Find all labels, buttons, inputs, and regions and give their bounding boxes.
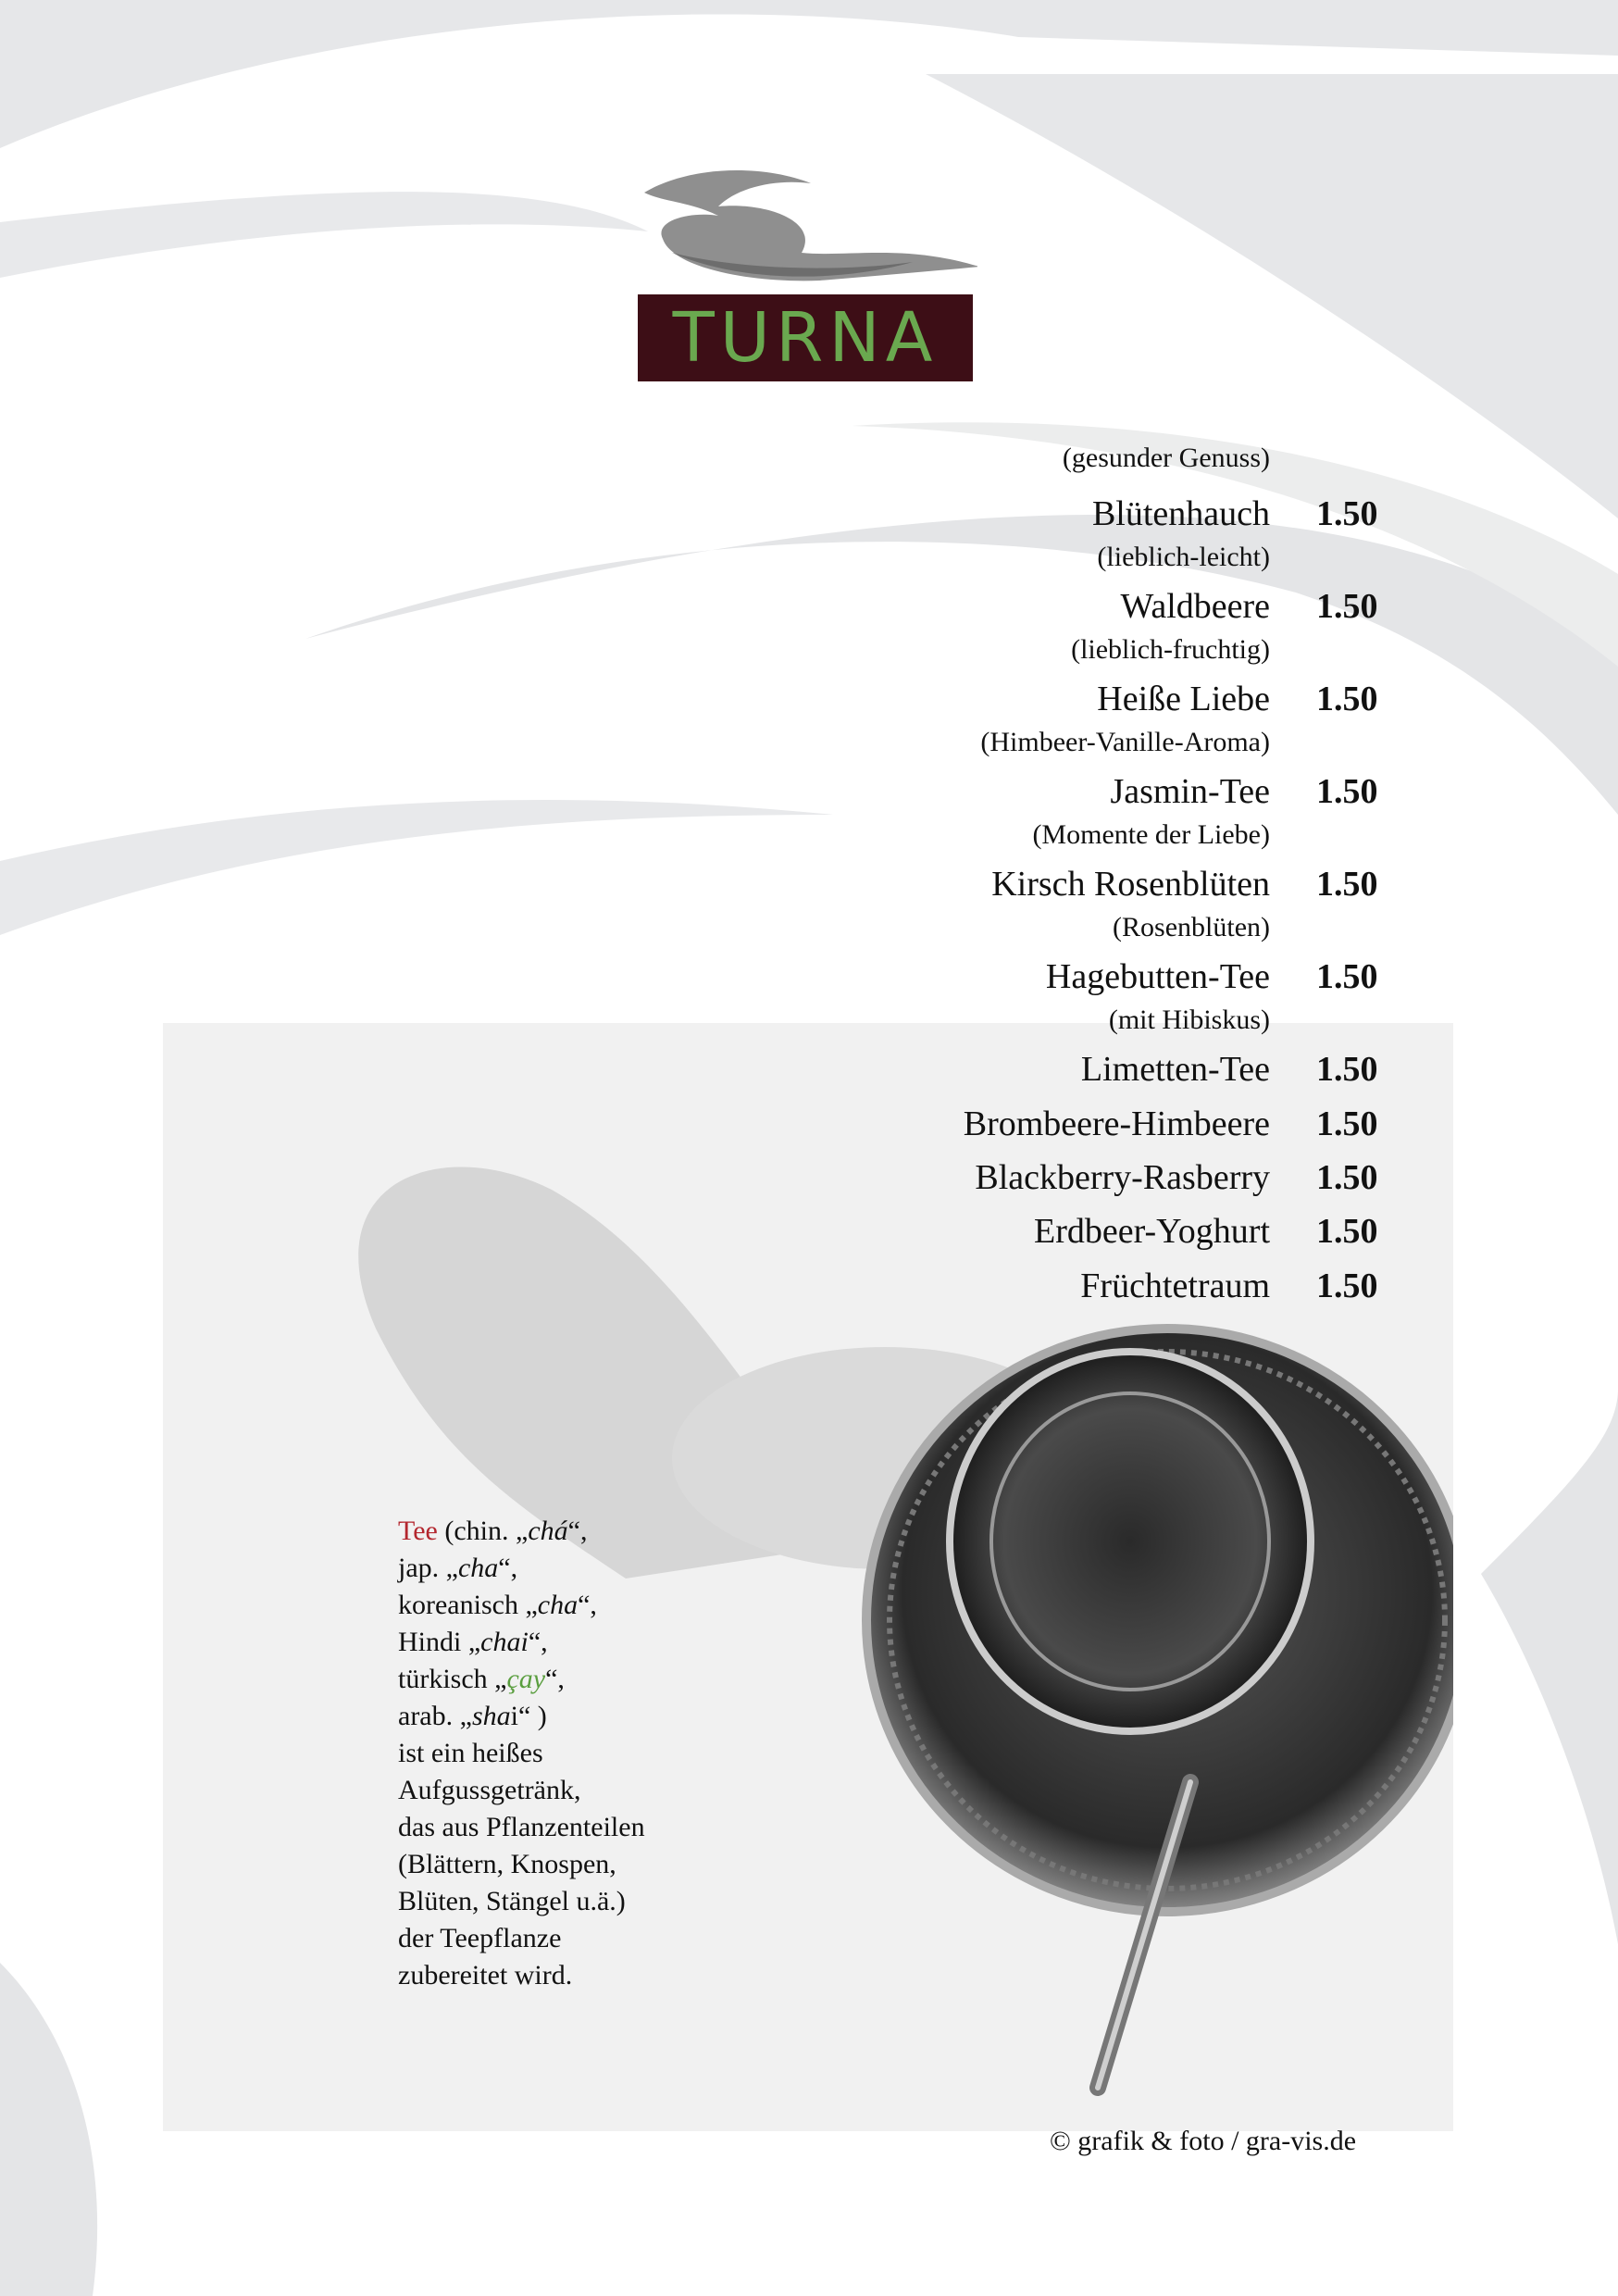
tea-word: Tee [398, 1516, 438, 1546]
item-name: Früchtetraum [1080, 1267, 1270, 1305]
menu-item [833, 1104, 1388, 1150]
item-description: (lieblich-leicht) [1097, 542, 1270, 572]
info-line: das aus Pflanzenteilen [398, 1812, 645, 1842]
item-description: (mit Hibiskus) [1108, 1004, 1270, 1035]
menu-item [833, 1211, 1388, 1257]
menu-item [833, 1049, 1388, 1095]
menu-item [833, 1157, 1388, 1204]
item-price: 1.50 [1316, 587, 1378, 626]
info-line: Blüten, Stängel u.ä.) [398, 1886, 626, 1916]
menu-item [833, 679, 1388, 757]
item-name: Limetten-Tee [1080, 1050, 1270, 1089]
menu-item [833, 864, 1388, 942]
item-price: 1.50 [1316, 1267, 1378, 1305]
menu-item [833, 771, 1388, 850]
menu-item [833, 586, 1388, 665]
logo-wordmark: TURNA [672, 298, 939, 378]
menu-item [833, 1266, 1388, 1312]
info-line: jap. „cha“, [398, 1553, 518, 1583]
info-line: zubereitet wird. [398, 1960, 573, 1990]
item-name: Blütenhauch [1091, 494, 1270, 533]
item-price: 1.50 [1316, 494, 1378, 533]
item-description: (Momente der Liebe) [1032, 819, 1270, 850]
turna-logo [635, 165, 977, 383]
menu-item [833, 956, 1388, 1035]
logo-wordmark-box [638, 294, 973, 381]
item-price: 1.50 [1316, 1212, 1378, 1251]
photo-credit: © grafik & foto / gra-vis.de [1050, 2126, 1357, 2156]
item-price: 1.50 [1316, 772, 1378, 811]
item-price: 1.50 [1316, 957, 1378, 996]
item-name: Jasmin-Tee [1110, 772, 1270, 811]
menu-item [833, 493, 1388, 572]
info-line: koreanisch „cha“, [398, 1590, 597, 1620]
item-name: Waldbeere [1120, 587, 1270, 626]
tea-info-text [398, 1513, 703, 1994]
info-line: ist ein heißes [398, 1738, 543, 1768]
info-line: türkisch „çay“, [398, 1664, 565, 1694]
item-name: Hagebutten-Tee [1045, 957, 1270, 996]
item-description: (Himbeer-Vanille-Aroma) [980, 727, 1270, 757]
item-price: 1.50 [1316, 680, 1378, 718]
item-name: Kirsch Rosenblüten [991, 865, 1270, 904]
item-price: 1.50 [1316, 865, 1378, 904]
info-line: arab. „shai“ ) [398, 1701, 547, 1731]
info-line: Aufgussgetränk, [398, 1775, 581, 1805]
info-line: der Teepflanze [398, 1923, 562, 1953]
item-price: 1.50 [1316, 1104, 1378, 1143]
item-name: Blackberry-Rasberry [975, 1158, 1270, 1197]
menu-intro: (gesunder Genuss) [1062, 443, 1270, 473]
item-name: Heiße Liebe [1097, 680, 1270, 718]
item-description: (lieblich-fruchtig) [1071, 634, 1270, 665]
item-name: Brombeere-Himbeere [963, 1104, 1270, 1143]
item-name: Erdbeer-Yoghurt [1034, 1212, 1270, 1251]
info-line: Tee (chin. „chá“, [398, 1516, 588, 1546]
item-price: 1.50 [1316, 1158, 1378, 1197]
info-line: Hindi „chai“, [398, 1627, 548, 1657]
crane-bird-logo-mark [635, 165, 977, 294]
info-line: (Blättern, Knospen, [398, 1849, 616, 1879]
item-price: 1.50 [1316, 1050, 1378, 1089]
item-description: (Rosenblüten) [1113, 912, 1270, 942]
